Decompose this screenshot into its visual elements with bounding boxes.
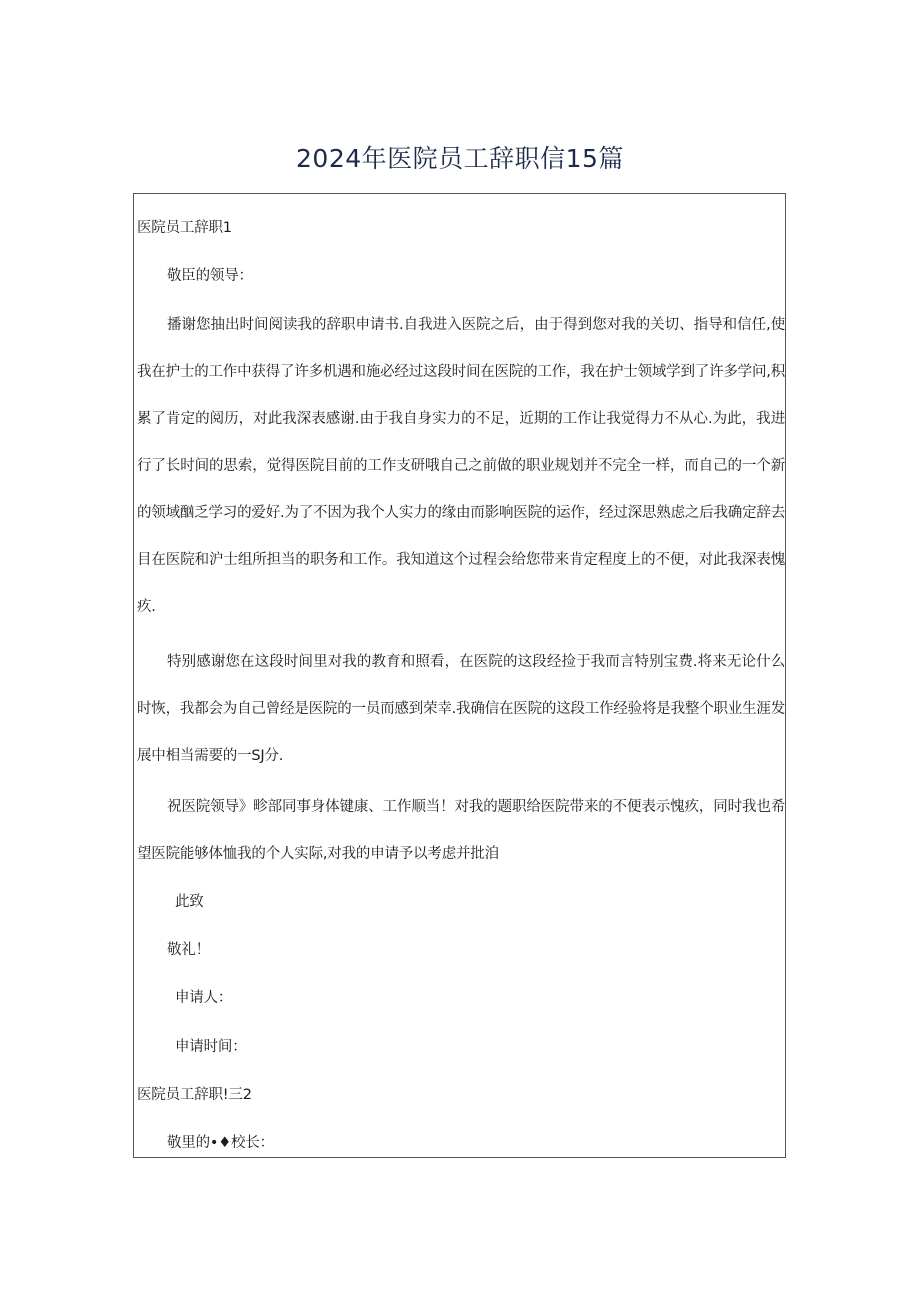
content-box bbox=[133, 193, 786, 1158]
letter-2-heading: 医院员工辞职!三2 bbox=[137, 1087, 252, 1103]
letter-1-paragraph-1: 播谢您抽出时间阅读我的辞职申请书.自我进入医院之后，由于得到您对我的关切、指导和信任,使我在护士的工作中获得了许多机遇和施必经过这段时间在医院的工作，我在护士领域学到了许多学问,积累了肯定的阅历，对此我深表感谢.由于我自身实力的不足，近期的工作让我觉得力不从心.为此，我进行了长时间的思索，觉得医院目前的工作支研哦自己之前做的职业规划并不完全一样，而自己的一个新的领域酗乏学习的爱好.为了不因为我个人实力的缘由而影响医院的运作，经过深思熟虑之后我确定辞去目在医院和沪士组所担当的职务和工作。我知道这个过程会给您带来肯定程度上的不便，对此我深表愧疚. bbox=[137, 317, 785, 615]
document-title: 2024年医院员工辞职信15篇 bbox=[296, 144, 624, 173]
letter-1-paragraph-3: 祝医院领导》畛部同事身体键康、工作顺当！对我的题职给医院带来的不便表示愧疚，同时我也希望医院能够体恤我的个人实际,对我的申请予以考虑并批洎 bbox=[137, 799, 785, 862]
letter-1-closing-jing-li: 敬礼！ bbox=[167, 942, 210, 958]
letter-1-date-label: 申请时间： bbox=[175, 1039, 247, 1055]
letter-1-paragraph-2: 特别感谢您在这段时间里对我的教育和照看，在医院的这段经捡于我而言特别宝费.将来无论什么时恢，我都会为自己曾经是医院的一员而感到荣幸.我确信在医院的这段工作经验将是我整个职业生涯发展中相当需要的一SJ分. bbox=[137, 654, 785, 764]
letter-1-closing-ci-zhi: 此致 bbox=[175, 894, 204, 910]
letter-1-salutation: 敬臣的领导： bbox=[167, 268, 253, 284]
letter-1-applicant-label: 申请人： bbox=[175, 990, 233, 1006]
letter-1-heading: 医院员工辞职1 bbox=[137, 220, 232, 236]
letter-2-salutation: 敬里的•♦校长： bbox=[167, 1135, 274, 1151]
